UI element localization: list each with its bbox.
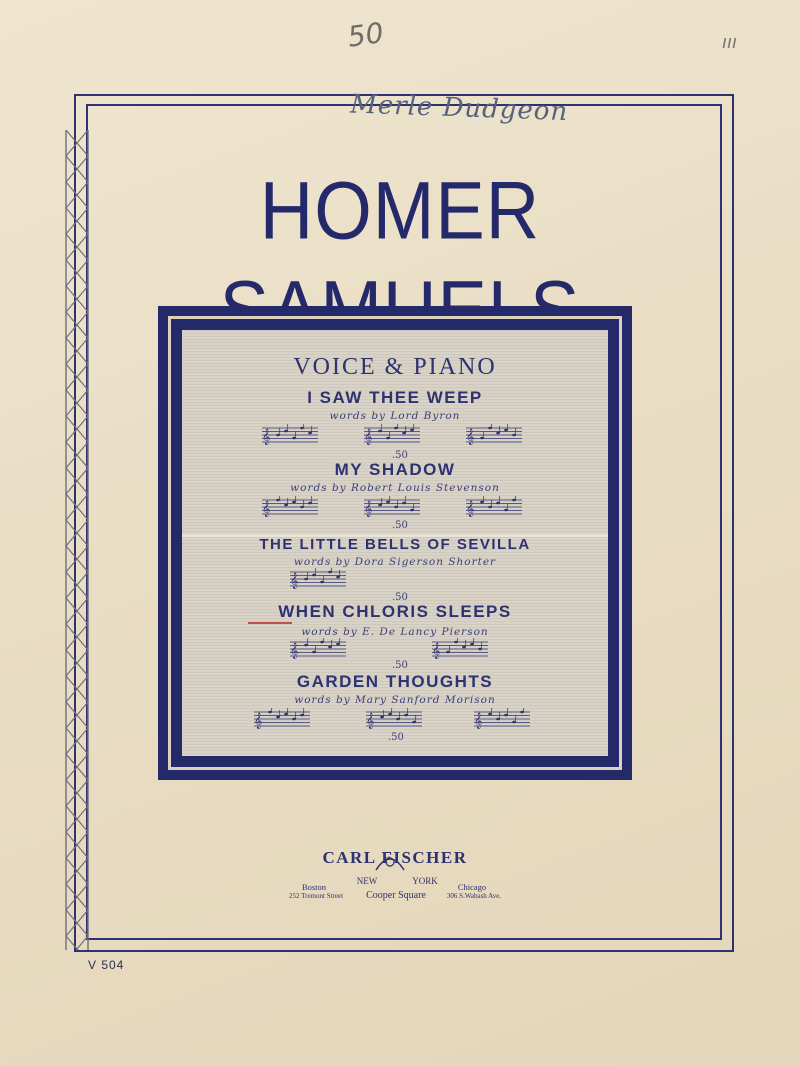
song-title-1: I SAW THEE WEEP	[307, 388, 483, 407]
music-staff-icon	[260, 424, 320, 446]
song-title-5: GARDEN THOUGHTS	[296, 672, 494, 691]
song-price-1: .50	[392, 450, 408, 461]
pencil-price-mark: 50	[345, 15, 386, 54]
song-price-3: .50	[392, 592, 408, 603]
svg-text:𝄞: 𝄞	[364, 429, 373, 445]
svg-text:𝄞: 𝄞	[364, 501, 373, 517]
music-staff-icon	[252, 708, 312, 730]
song-words-4: words by E. De Lancy Pierson	[301, 626, 489, 638]
svg-text:𝄞: 𝄞	[466, 501, 475, 517]
song-price-5: .50	[388, 732, 404, 743]
song-words-2: words by Robert Louis Stevenson	[290, 482, 500, 494]
music-staff-icon	[464, 496, 524, 518]
song-words-5: words by Mary Sanford Morison	[294, 694, 496, 706]
svg-text:𝄞: 𝄞	[466, 429, 475, 445]
voice-and-piano-heading: VOICE & PIANO	[293, 354, 497, 380]
branch-boston: Boston	[301, 882, 327, 892]
lattice-border-decoration	[64, 130, 90, 950]
publisher-address: Cooper Square	[366, 890, 426, 901]
svg-text:𝄞: 𝄞	[366, 713, 375, 729]
music-staff-icon	[472, 708, 532, 730]
svg-text:𝄞: 𝄞	[262, 429, 271, 445]
branch-boston-address: 252 Tremont Street	[288, 892, 344, 900]
publisher-city-new: NEW	[356, 876, 378, 886]
owner-signature: Merle Dudgeon	[349, 89, 569, 128]
branch-chicago-address: 306 S.Wabash Ave.	[446, 892, 502, 900]
music-incipits-4	[182, 638, 608, 662]
song-words-1: words by Lord Byron	[329, 410, 461, 422]
publisher-city-york: YORK	[412, 876, 438, 886]
song-price-2: .50	[392, 520, 408, 531]
red-pencil-underline	[248, 622, 292, 624]
composer-name: HOMER	[259, 164, 541, 257]
song-price-4: .50	[392, 660, 408, 671]
music-staff-icon	[288, 568, 348, 590]
branch-chicago: Chicago	[457, 882, 487, 892]
svg-text:𝄞: 𝄞	[474, 713, 483, 729]
svg-text:𝄞: 𝄞	[262, 501, 271, 517]
music-staff-icon	[464, 424, 524, 446]
music-staff-icon	[430, 638, 490, 660]
publisher-name: CARL FISCHER	[322, 848, 468, 867]
song-words-3: words by Dora Sigerson Shorter	[293, 556, 497, 568]
song-title-3: THE LITTLE BELLS OF SEVILLA	[259, 536, 531, 553]
svg-text:𝄞: 𝄞	[290, 573, 299, 589]
svg-text:𝄞: 𝄞	[254, 713, 263, 729]
music-staff-icon	[362, 496, 422, 518]
music-staff-icon	[288, 638, 348, 660]
catalog-number: V 504	[88, 958, 125, 972]
song-title-2: MY SHADOW	[334, 460, 456, 479]
music-incipits-3	[182, 568, 608, 592]
svg-text:𝄞: 𝄞	[290, 643, 299, 659]
music-incipits-1	[182, 424, 608, 448]
song-title-4: WHEN CHLORIS SLEEPS	[278, 602, 512, 621]
music-incipits-5	[182, 708, 608, 732]
svg-text:𝄞: 𝄞	[432, 643, 441, 659]
song-list-panel	[158, 306, 632, 780]
publisher-emblem-icon	[372, 846, 408, 876]
pencil-corner-mark: ııı	[722, 32, 738, 53]
music-staff-icon	[260, 496, 320, 518]
panel-center	[182, 330, 608, 756]
music-staff-icon	[362, 424, 422, 446]
music-staff-icon	[364, 708, 424, 730]
music-incipits-2	[182, 496, 608, 520]
